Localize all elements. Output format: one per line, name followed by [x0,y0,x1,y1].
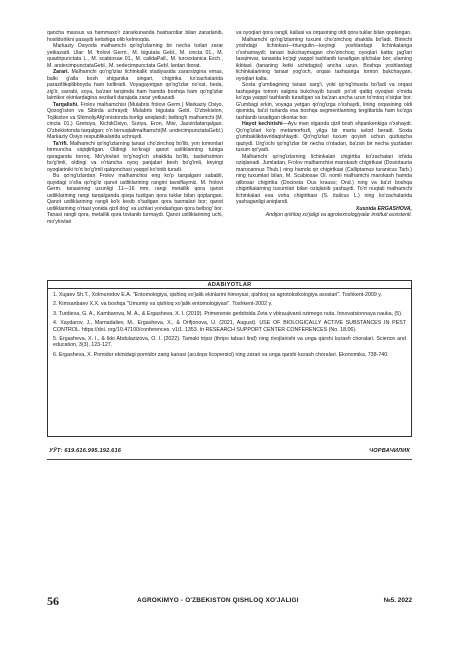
article-body [47,30,412,278]
issue-number: №5. 2022 [383,597,412,604]
udk-code: УЎТ: 619.616.995.192.616 [49,448,122,454]
journal-name: AGROKIMYO - O'ZBEKISTON QISHLOQ XO'JALIGI [137,597,299,604]
paragraph: va oyoqlari qora rangli, kallasi va orqasining oldi qora tuklar bilan qoplangan. [236,30,412,36]
reference-item: 1. Xujaev Sh.T., Xolmurodov E.A. "Entomologiya, qishloq xo'jalik ekinlarini himoyasi, qishloq va agrotoksikologiya asoslari". Toshkent-2009 y. [53,292,383,298]
reference-item: 4. Xaydarov, J., Mamadaliev, M., Ergasheva, X., & Orifjonova, U. (2021, August). USE OF BIOLOGICALLY ACTIVE SUBSTANCES IN PEST CONTROL. https://doi. org/10.47100/conferences. v1i1. 1353. In RESEARCH SUPPORT CENTER CONFERENCES (No. 18.06). [53,320,406,333]
paragraph: Markaziy Osiyoda malhamchi qo'ng'izlarning bir necha turlari zarar yetkazadi. Ular: M. frolovi Germ., M. bigutata Gebl., M. cincta 01., M. quadripunctata L., M. scabiosae 01., M. calidaPall., M. turcestanica Esch., M. andecimpunctataGebl., M. sedecimpunctata Gebl. lardan iborat. [47,43,223,69]
paragraph: qancha maxsus va hammaxo'r zararkunanda hasharotlar bilan zararlanib, hosildorlikni pasayib ketishiga olib kelmoqda. [47,30,223,43]
page-number: 56 [47,594,59,608]
paragraph: Malhamchi qo'ng'izlarning tuxumi cho'zinchoq shaklda bo'ladi. Birinchi yoshdagi lichinkasi—triungulin—keyingi yoshlardagi lichinkalariga o'xshamaydi; tanasi bukchaymagan cho'zinchoq; oyoqlari katta; jag'lari tasqimvar, tanasida ko'pgi yaqqol tashlanib turadigan qilchalar bor; ularning ikkitasi (tananing ketki uchidagisi) ancha uzun. Boshqa yoshlardagi lichinkalarining tanasi yog'och, orqasi tashqariga tomon bukchaygan, oyoqlari kalta. [236,36,412,82]
left-column [47,30,223,278]
header-divider [47,459,412,460]
paragraph: Hayot kechirishi—Ayu man olganda qizil bosh shpankenkiga o'xshaydi. Qo'ng'izlari ko'p metamorfozli, yilga bir marta avlod beradi. Soxta g'umbaklikdavridaqishlaydi. Qo'ng'izlari tuxum qoyish uchun quduqcha qaziydi. Urg'ochi qo'ng'izlar bir necha o'ntadan, ba'zan bir necha yuztadan tuxum qo'yadi. [236,121,412,153]
paragraph: Malhamchi qo'ng'izlarning lichinkalari chigirtka ko'zachalari ichida oziqlanadi. Jumladan, Frolov malhamchisi marokash chigirtkasi (Dosiotauria marocannus Thub.) ning hamda qir chigirtkasi (Calliptamus turanicus Tarb.) ning tuxumlari bilan, M. Scabiosae Ol. nomli malhamchi marokash hamda qilbosar chigirtka (Dociosta Ous krauss; Ond.) ning va ba'zi boshqa chigirtkalarning tuxumlari bilan oziqlanib yashaydi. To'rt nuqtali malhamchi lichinkalari esa voha chigirtkasi (S. italicus L.) ning ko'zachalarida yashaganligi aniqlandi. [236,153,412,205]
paragraph: Soxta g'umbagining tanasi sarg'i, yoki qo'ng'irtusda bo'ladi va orqasi tashqariga tomon salgina bukchayib turadi: po'sti qattiq oyoqlari o'rnida ko'zga yaqqol tashlanib turadigan va ba'zan ancha uzun to'mtoq o'siqlar bor. G'umbagi erkin, voyaga yetgan qo'ng'izga o'xshaydi, lining orqasining oldi qismida, ba'zi turlarda esa boshqa segmentlarining tergitlarida ham ko'zga tashlanib turadigan tikonlar bor. [236,82,412,121]
reference-item: 3. Turdieva, G. A., Kambarova, M. A., & Ergasheva, X. I. (2019). Primenenie gerbitsida Zeta v vbiraujivanii ozimogo nuta. Innovatsionnaya nauka, (5). [53,310,403,317]
reference-item: 2. Kimsanbaev X.X. va boshqa "Umumiy va qishloq xo'jalik entomologiyasi". Toshkent-2002 y. [53,301,273,308]
section-rubric: ЧОРВАЧИЛИК [369,448,410,454]
paragraph: Zarari. Malhamchi qo'ng'izlar lichinkalik stadiyasida zararsizgina emas, balki g'alla bosh shiganika singari, chigirtka ko'zachalarida parazitlikqilibboyda ham keltiradi. Voyagayetgan qo'ng'izlar no'xat, beda, zig'ir, sarrabi, soya, ba'zan tarqimda ham hamda boshqa ham qo'ng'izlar lalmikor ekinlardagina sezilarli darajada zarar yetkazadi. [47,69,223,101]
paragraph: Tarqalishi. Frolov malhamchisi (Mulabris frolovi Germ.) Markaziy Osiyo, Qozog'iston va Sibirda uchraydi; Mulabris bigutata Gebl. O'zbekiston, Tojikiston va ShimoliyAfg'onistonda borligi aniqlandi; belbog'li malhamchi (M. cincta 01.) Gretsiya, KichikOsiyo, Suriya, Eron, Misr, Jazoirdatarqalgan. O'zbekistonda tarqalgan; o'n birnuqtalimalhamchi(M. undecimpunctataGebl.) Markaziy Osiyo respublikalarida uchraydi. [47,101,223,140]
right-column [236,30,412,278]
author-name: Xusnida ERGASHOVA, [355,205,412,212]
paragraph: Bu qo'ng'izlardan Frolov malhamchisi eng ko'p tarqalgani sababli, quyidagi o'sha qo'ng'iz qanot ustliklarining rangini tavsiflaymiz. M. frolovi Germ. tanasining uzunligi 11—16 mm, rangi metallik qora qanot ustliklarining rangi tarqalganda qisqa tuzilgan qora tuklar bilan qoplangan. Qanot ustliklarining rangli ko'k kesib o'tadigan qora tasmalari bor; qanot ustliklarining o'rtasi yonida qizil dog' va uchlari yondashgan qora belbog' bor. Tanasi rangli qora, metallik qora tovlanib turmaydi. Qanot ustliklarining uchi, mo'ylovlari [47,173,223,225]
reference-item: 5. Ergasheva, X. I., & Ikki Abdulazizova, O. I. (2022). Tamaki tripsi (thrips tabaci lind) ning rivojlanishi va unga qarshi kurash choralari. Science and education, 3(3), 123-127. [53,336,406,349]
references-list [47,289,412,437]
next-article-header [47,447,412,455]
author-affiliation: Andijon qishloq xo'jaligi va agrotexnologiyalar instituti assistenti. [265,212,412,218]
paragraph: Ta'rifi. Malhamchi qo'ng'izlarning tanasi cho'zinchoq bo'lib, yon tomonlari birmuncha siqiqtirilgan. Oldingi ko'kragi qanot ustliklarining tubiga qaraganda torroq. Mo'ylovlari to'g'nog'ich shaklida bo'lib, tasbehsimon bo'g'imli, oldingi va o'rtancha oyoq panjalari besh bo'g'imli, keyingi oyoqlariniki to'rt bo'g'imli qalqonchasi yaqqol ko'rinib turadi. [47,140,223,173]
page-footer [47,594,412,608]
reference-item: 6. Ergasheva, X. Pomidor ekinidagi pomidor zang kanasi (aculops licopersici) ning zarari va unga qarshi kurash choralari. Ekonomika, 738-740. [53,351,389,358]
references-title: ADABIYOTLAR [47,280,412,289]
